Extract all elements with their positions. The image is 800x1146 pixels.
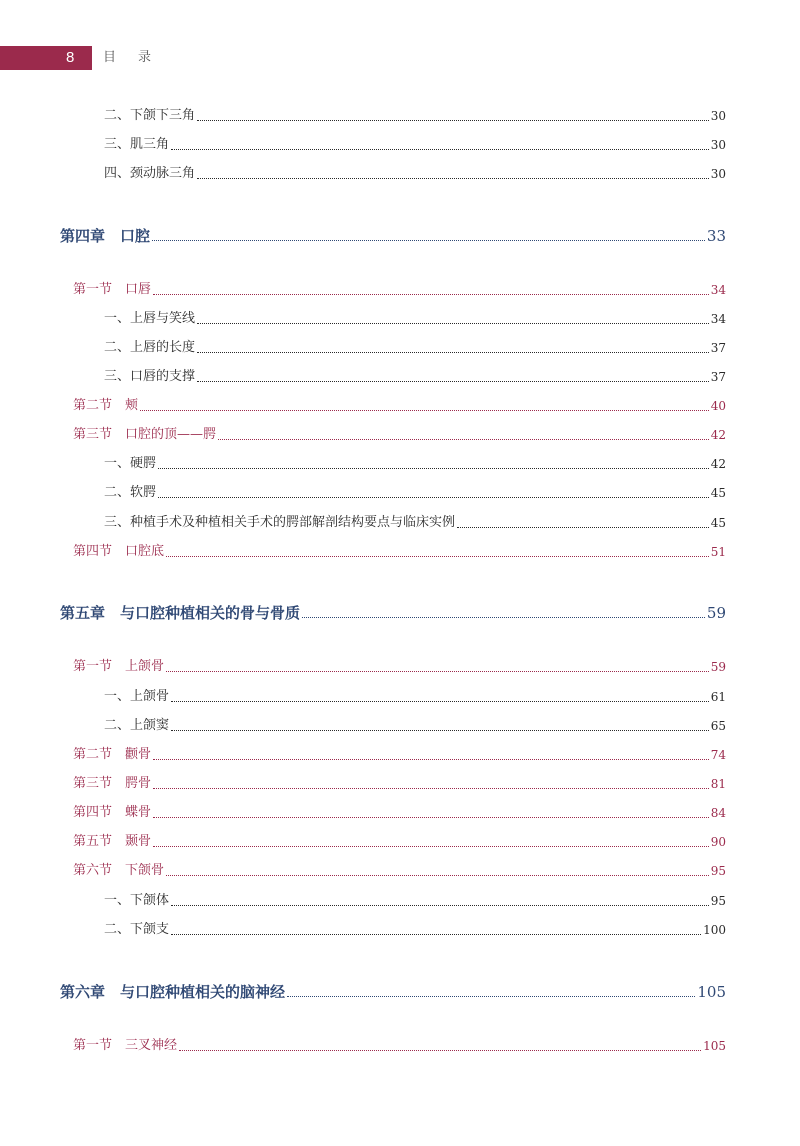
dot-leader — [153, 788, 709, 789]
toc-entry-subsection[interactable] — [104, 134, 726, 156]
toc-entry-label: 一、上颌骨 — [104, 689, 170, 704]
toc-entry-label: 第六节 下颌骨 — [73, 863, 165, 878]
toc-entry-page: 45 — [710, 486, 726, 500]
toc-entry-section[interactable] — [73, 279, 726, 301]
toc-entry-label: 二、软腭 — [104, 485, 157, 500]
dot-leader — [153, 294, 709, 295]
dot-leader — [153, 817, 709, 818]
toc-entry-page: 61 — [710, 690, 726, 704]
toc-entry-section[interactable] — [73, 860, 726, 882]
toc-entry-section[interactable] — [73, 541, 726, 563]
toc-entry-subsection[interactable] — [104, 919, 726, 941]
toc-entry-label: 第四节 蝶骨 — [73, 805, 152, 820]
toc-entry-subsection[interactable] — [104, 105, 726, 127]
toc-entry-label: 第一节 三叉神经 — [73, 1038, 178, 1053]
toc-entry-page: 74 — [710, 748, 726, 762]
toc-entry-label: 二、上颌窦 — [104, 718, 170, 733]
toc-entry-label: 第二节 颧骨 — [73, 747, 152, 762]
dot-leader — [287, 996, 695, 997]
dot-leader — [457, 527, 709, 528]
dot-leader — [171, 701, 709, 702]
toc-entry-page: 81 — [710, 777, 726, 791]
toc-entry-chapter[interactable] — [60, 981, 726, 1003]
toc-entry-label: 第五节 颞骨 — [73, 834, 152, 849]
toc-entry-label: 第五章 与口腔种植相关的骨与骨质 — [60, 604, 301, 622]
toc-entry-label: 三、口唇的支撑 — [104, 369, 196, 384]
toc-entry-subsection[interactable] — [104, 715, 726, 737]
toc-entry-page: 105 — [697, 983, 726, 1001]
toc-entry-page: 30 — [710, 138, 726, 152]
toc-entry-subsection[interactable] — [104, 366, 726, 388]
dot-leader — [218, 439, 709, 440]
toc-entry-page: 51 — [710, 545, 726, 559]
toc-entry-label: 三、肌三角 — [104, 137, 170, 152]
toc-entry-label: 四、颈动脉三角 — [104, 166, 196, 181]
dot-leader — [197, 381, 709, 382]
dot-leader — [152, 240, 705, 241]
toc-entry-label: 第一节 口唇 — [73, 282, 152, 297]
toc-entry-page: 42 — [710, 457, 726, 471]
toc-entry-section[interactable] — [73, 395, 726, 417]
dot-leader — [166, 671, 709, 672]
toc-entry-section[interactable] — [73, 831, 726, 853]
toc-entry-page: 84 — [710, 806, 726, 820]
toc-entry-section[interactable] — [73, 1035, 726, 1057]
running-header-title: 目录 — [103, 50, 174, 65]
toc-entry-label: 二、上唇的长度 — [104, 340, 196, 355]
toc-entry-label: 三、种植手术及种植相关手术的腭部解剖结构要点与临床实例 — [104, 515, 456, 530]
dot-leader — [166, 556, 709, 557]
toc-entry-label: 第四章 口腔 — [60, 227, 151, 245]
toc-entry-subsection[interactable] — [104, 453, 726, 475]
dot-leader — [302, 617, 705, 618]
toc-entry-section[interactable] — [73, 744, 726, 766]
dot-leader — [179, 1050, 701, 1051]
dot-leader — [153, 759, 709, 760]
toc-entry-label: 第六章 与口腔种植相关的脑神经 — [60, 983, 286, 1001]
dot-leader — [153, 846, 709, 847]
toc-entry-page: 45 — [710, 516, 726, 530]
toc-entry-page: 42 — [710, 428, 726, 442]
toc-entry-page: 90 — [710, 835, 726, 849]
running-header — [0, 46, 800, 70]
toc-entry-subsection[interactable] — [104, 482, 726, 504]
dot-leader — [171, 934, 701, 935]
toc-entry-label: 第三节 口腔的顶——腭 — [73, 427, 217, 442]
toc-entry-page: 37 — [710, 341, 726, 355]
toc-entry-page: 33 — [706, 227, 726, 245]
toc-entry-section[interactable] — [73, 802, 726, 824]
dot-leader — [197, 120, 709, 121]
toc-entry-page: 40 — [710, 399, 726, 413]
toc-entry-chapter[interactable] — [60, 225, 726, 247]
dot-leader — [158, 497, 709, 498]
dot-leader — [171, 905, 709, 906]
toc-entry-label: 一、下颌体 — [104, 893, 170, 908]
dot-leader — [197, 178, 709, 179]
toc-entry-label: 一、上唇与笑线 — [104, 311, 196, 326]
toc-entry-section[interactable] — [73, 656, 726, 678]
toc-entry-page: 95 — [710, 894, 726, 908]
toc-entry-label: 第三节 腭骨 — [73, 776, 152, 791]
toc-entry-subsection[interactable] — [104, 890, 726, 912]
dot-leader — [197, 352, 709, 353]
dot-leader — [171, 730, 709, 731]
toc-entry-page: 34 — [710, 312, 726, 326]
toc-entry-subsection[interactable] — [104, 512, 726, 534]
toc-entry-page: 37 — [710, 370, 726, 384]
toc-entry-subsection[interactable] — [104, 308, 726, 330]
dot-leader — [171, 149, 709, 150]
dot-leader — [166, 875, 709, 876]
dot-leader — [197, 323, 709, 324]
toc-entry-page: 95 — [710, 864, 726, 878]
toc-entry-section[interactable] — [73, 424, 726, 446]
toc-entry-page: 30 — [710, 109, 726, 123]
toc-entry-section[interactable] — [73, 773, 726, 795]
toc-entry-page: 100 — [703, 923, 726, 937]
toc-entry-page: 59 — [706, 604, 726, 622]
toc-entry-label: 第一节 上颌骨 — [73, 659, 165, 674]
dot-leader — [140, 410, 709, 411]
toc-entry-chapter[interactable] — [60, 602, 726, 624]
toc-entry-subsection[interactable] — [104, 163, 726, 185]
toc-entry-label: 二、下颌下三角 — [104, 108, 196, 123]
toc-entry-label: 第二节 颊 — [73, 398, 139, 413]
toc-entry-subsection[interactable] — [104, 337, 726, 359]
page-number: 8 — [66, 49, 75, 66]
toc-entry-label: 二、下颌支 — [104, 922, 170, 937]
toc-entry-page: 34 — [710, 283, 726, 297]
toc-entry-page: 30 — [710, 167, 726, 181]
toc-entry-page: 105 — [703, 1039, 726, 1053]
toc-entry-label: 一、硬腭 — [104, 456, 157, 471]
toc-entry-page: 59 — [710, 660, 726, 674]
toc-entry-subsection[interactable] — [104, 686, 726, 708]
toc-entry-label: 第四节 口腔底 — [73, 544, 165, 559]
toc-entry-page: 65 — [710, 719, 726, 733]
dot-leader — [158, 468, 709, 469]
